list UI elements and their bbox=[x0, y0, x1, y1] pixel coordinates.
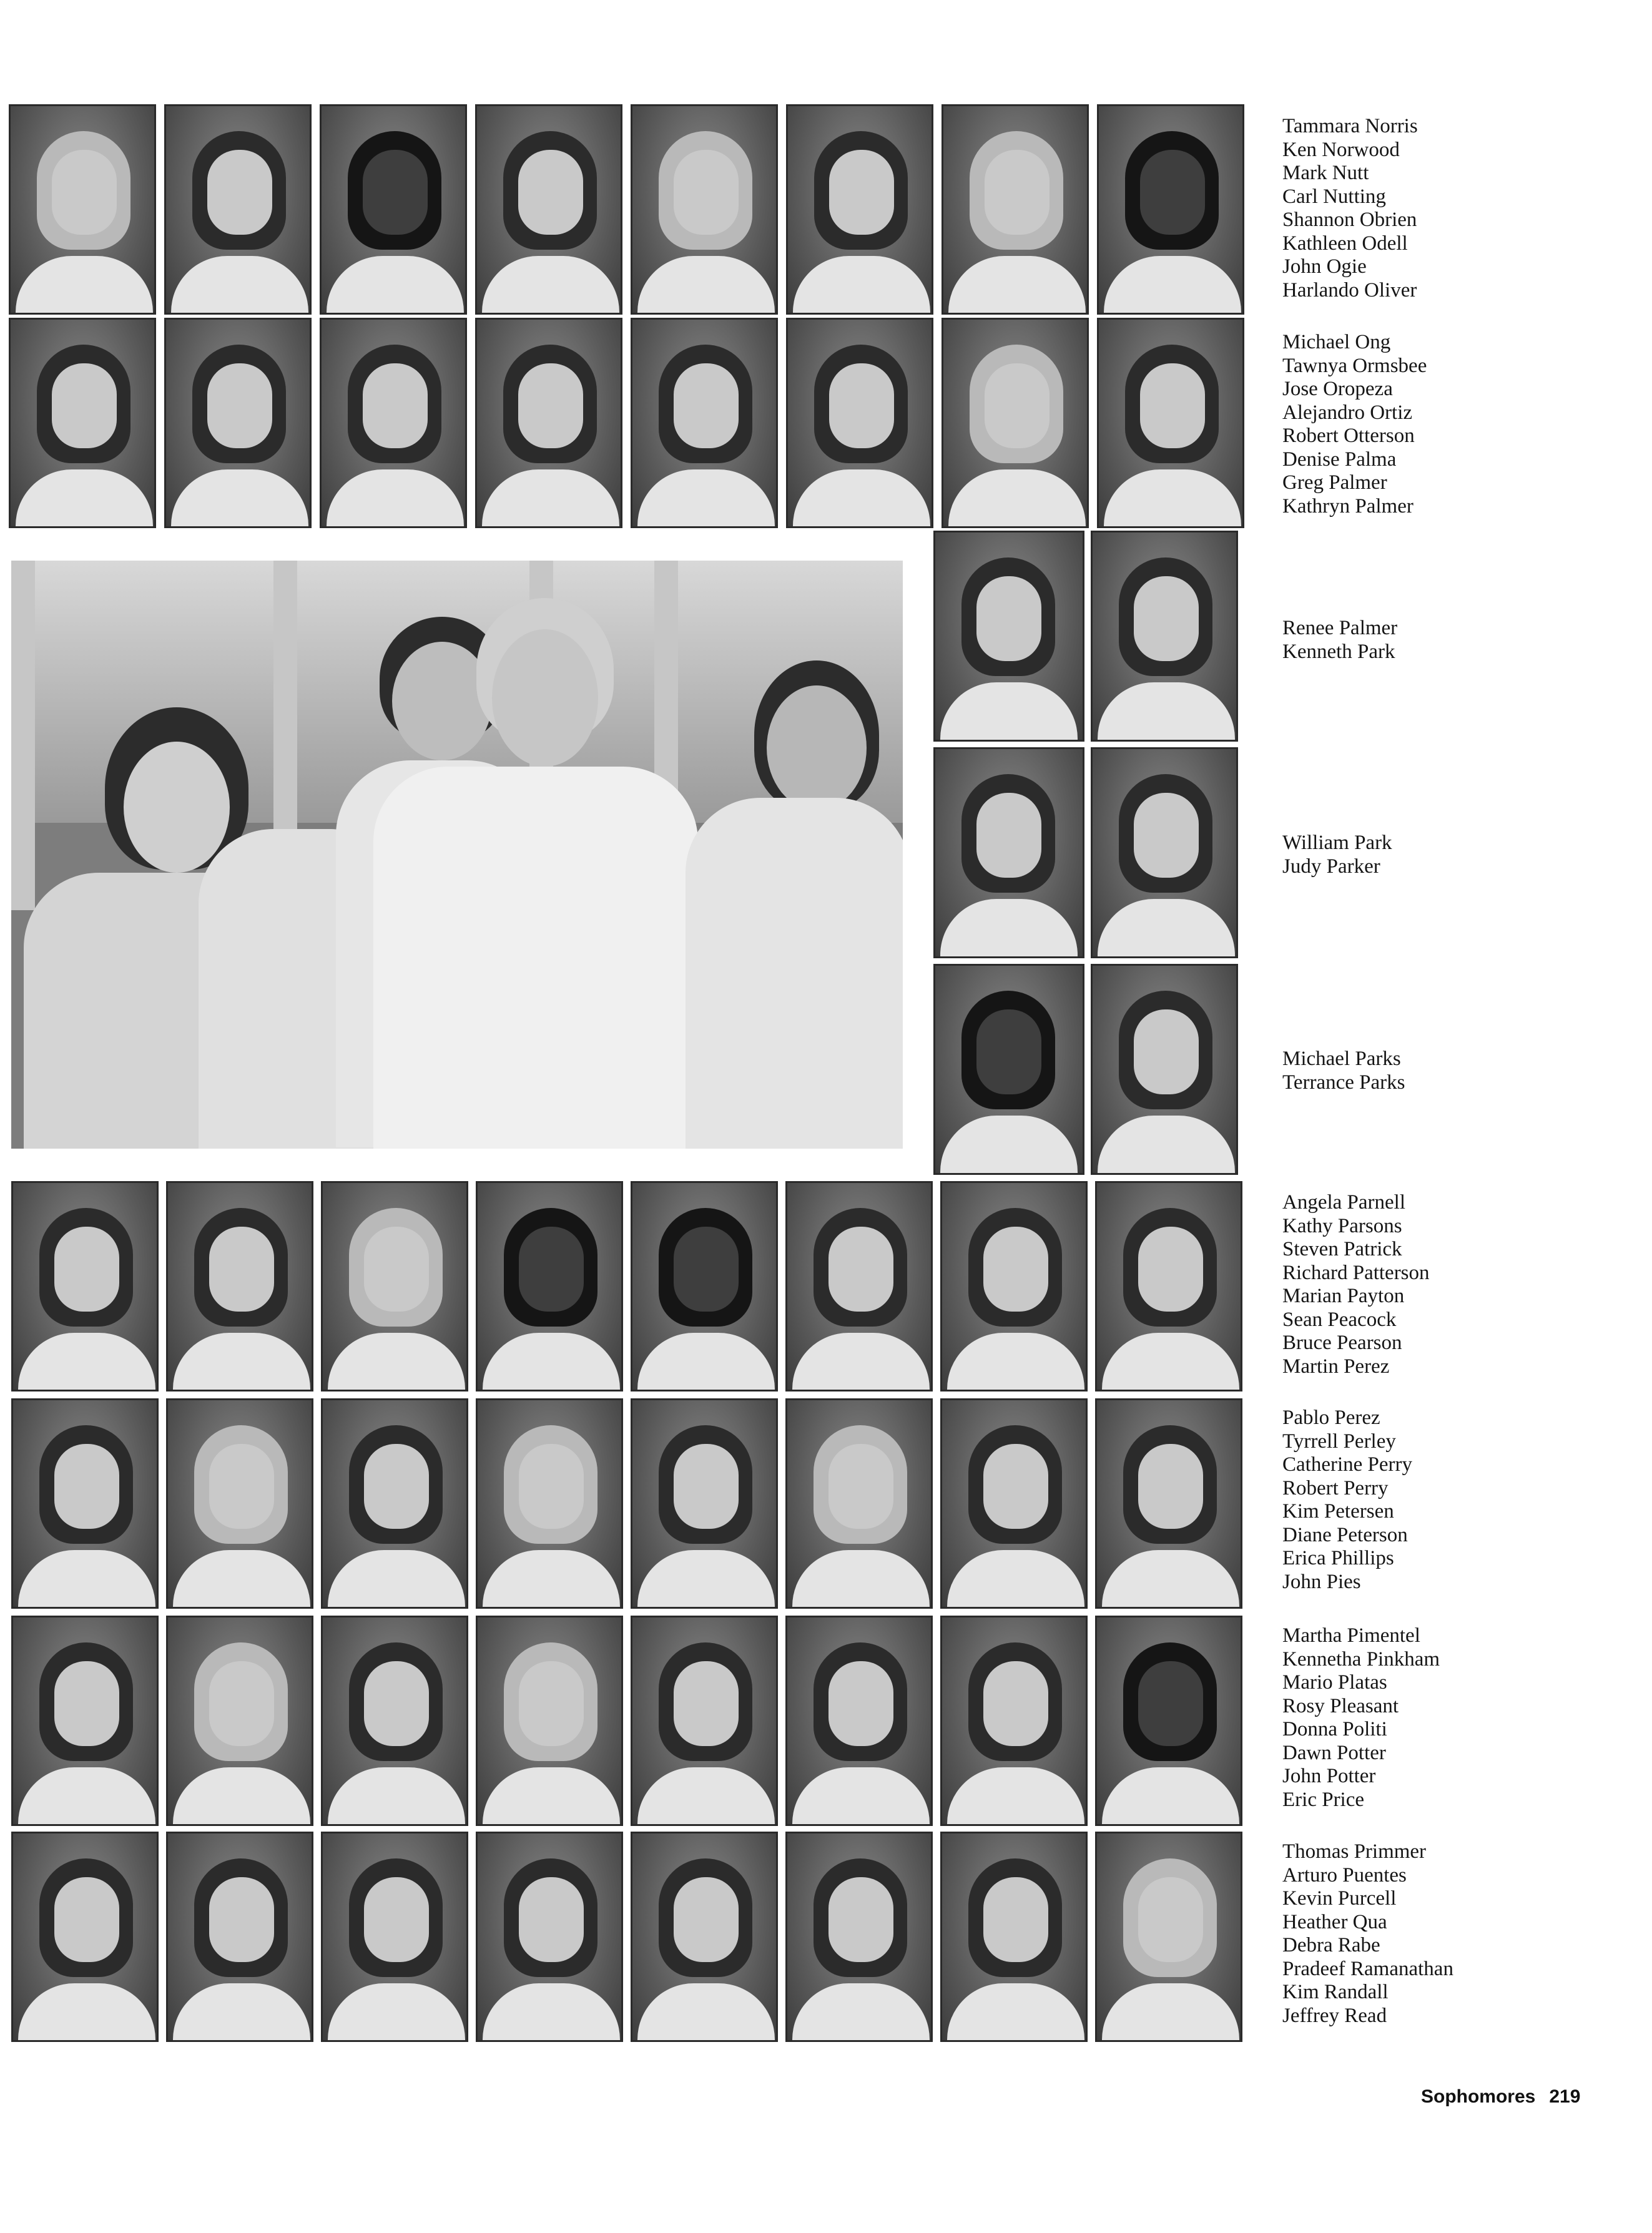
portrait-photo bbox=[1091, 747, 1238, 958]
portrait-photo bbox=[475, 318, 622, 528]
portrait-photo bbox=[9, 318, 156, 528]
student-name: John Potter bbox=[1282, 1765, 1376, 1787]
student-name: Kathryn Palmer bbox=[1282, 494, 1414, 518]
student-name: Catherine Perry bbox=[1282, 1453, 1413, 1476]
name-list-pair-2 bbox=[1282, 832, 1392, 878]
student-name: Arturo Puentes bbox=[1282, 1863, 1407, 1887]
portrait-photo bbox=[1091, 964, 1238, 1175]
student-name: Kim Randall bbox=[1282, 1981, 1389, 2003]
name-list-row-6 bbox=[1282, 1840, 1453, 2028]
student-name: Erica Phillips bbox=[1282, 1547, 1394, 1569]
page-number: 219 bbox=[1549, 2086, 1581, 2107]
portrait-photo bbox=[940, 1181, 1088, 1391]
portrait-photo bbox=[631, 1616, 778, 1826]
student-name: Kennetha Pinkham bbox=[1282, 1647, 1440, 1671]
student-name: Donna Politi bbox=[1282, 1718, 1387, 1740]
portrait-photo bbox=[785, 1181, 933, 1391]
portrait-photo bbox=[476, 1832, 623, 2042]
section-title: Sophomores bbox=[1421, 2086, 1536, 2107]
student-name: Jeffrey Read bbox=[1282, 2004, 1387, 2027]
portrait-photo bbox=[785, 1398, 933, 1609]
portrait-photo bbox=[164, 318, 312, 528]
name-list-row-1 bbox=[1282, 115, 1418, 302]
student-name: Mark Nutt bbox=[1282, 162, 1369, 184]
portrait-photo bbox=[320, 318, 467, 528]
portrait-photo bbox=[321, 1832, 468, 2042]
portrait-photo bbox=[11, 1181, 159, 1391]
portrait-photo bbox=[785, 1616, 933, 1826]
student-name: John Ogie bbox=[1282, 255, 1367, 278]
student-name: Martha Pimentel bbox=[1282, 1624, 1420, 1647]
student-name: Kenneth Park bbox=[1282, 640, 1395, 663]
student-name: Greg Palmer bbox=[1282, 471, 1387, 494]
portrait-photo bbox=[9, 104, 156, 315]
portrait-photo bbox=[164, 104, 312, 315]
portrait-photo bbox=[11, 1832, 159, 2042]
student-name: Martin Perez bbox=[1282, 1355, 1390, 1378]
portrait-photo bbox=[11, 1398, 159, 1609]
portrait-photo bbox=[475, 104, 622, 315]
portrait-photo bbox=[786, 104, 933, 315]
portrait-photo bbox=[631, 318, 778, 528]
student-name: Heather Qua bbox=[1282, 1910, 1387, 1933]
portrait-photo bbox=[631, 104, 778, 315]
portrait-photo bbox=[1097, 104, 1244, 315]
student-name: Dawn Potter bbox=[1282, 1741, 1386, 1764]
student-name: Judy Parker bbox=[1282, 855, 1380, 878]
student-name: Kevin Purcell bbox=[1282, 1887, 1397, 1910]
student-name: Michael Parks bbox=[1282, 1048, 1401, 1070]
portrait-photo bbox=[940, 1616, 1088, 1826]
portrait-photo bbox=[1095, 1398, 1242, 1609]
student-name: Renee Palmer bbox=[1282, 617, 1398, 639]
student-name: Ken Norwood bbox=[1282, 138, 1400, 161]
portrait-photo bbox=[631, 1181, 778, 1391]
student-name: Kathleen Odell bbox=[1282, 232, 1408, 255]
portrait-photo bbox=[321, 1398, 468, 1609]
portrait-photo bbox=[942, 318, 1089, 528]
student-name: Richard Patterson bbox=[1282, 1261, 1430, 1284]
student-name: Rosy Pleasant bbox=[1282, 1694, 1399, 1717]
portrait-photo bbox=[631, 1832, 778, 2042]
student-name: Mario Platas bbox=[1282, 1671, 1387, 1694]
student-name: Alejandro Ortiz bbox=[1282, 401, 1413, 424]
portrait-photo bbox=[933, 747, 1084, 958]
student-name: Robert Otterson bbox=[1282, 425, 1415, 447]
portrait-photo bbox=[933, 964, 1084, 1175]
student-name: Sean Peacock bbox=[1282, 1308, 1397, 1331]
name-list-row-4 bbox=[1282, 1406, 1412, 1594]
candid-group-photo bbox=[11, 561, 903, 1149]
student-name: Thomas Primmer bbox=[1282, 1840, 1427, 1863]
student-name: Robert Perry bbox=[1282, 1476, 1389, 1499]
portrait-photo bbox=[476, 1616, 623, 1826]
student-name: Terrance Parks bbox=[1282, 1071, 1405, 1094]
portrait-photo bbox=[1091, 531, 1238, 742]
student-name: Kim Petersen bbox=[1282, 1500, 1394, 1523]
student-name: Kathy Parsons bbox=[1282, 1214, 1402, 1237]
portrait-photo bbox=[785, 1832, 933, 2042]
student-name: Denise Palma bbox=[1282, 448, 1397, 471]
student-name: Diane Peterson bbox=[1282, 1523, 1408, 1546]
student-name: Angela Parnell bbox=[1282, 1191, 1406, 1214]
student-name: Harlando Oliver bbox=[1282, 278, 1417, 302]
student-name: Debra Rabe bbox=[1282, 1934, 1380, 1956]
portrait-photo bbox=[321, 1616, 468, 1826]
portrait-photo bbox=[320, 104, 467, 315]
name-list-row-3 bbox=[1282, 1191, 1430, 1378]
student-name: Shannon Obrien bbox=[1282, 209, 1417, 231]
portrait-photo bbox=[476, 1181, 623, 1391]
portrait-photo bbox=[940, 1398, 1088, 1609]
student-name: Michael Ong bbox=[1282, 331, 1391, 353]
student-name: John Pies bbox=[1282, 1570, 1361, 1593]
student-name: Steven Patrick bbox=[1282, 1238, 1402, 1260]
portrait-photo bbox=[1095, 1181, 1242, 1391]
student-name: Pablo Perez bbox=[1282, 1406, 1380, 1429]
student-name: Bruce Pearson bbox=[1282, 1332, 1402, 1354]
portrait-photo bbox=[166, 1616, 313, 1826]
portrait-photo bbox=[942, 104, 1089, 315]
page-footer bbox=[1421, 2086, 1580, 2108]
portrait-photo bbox=[11, 1616, 159, 1826]
student-name: Tawnya Ormsbee bbox=[1282, 354, 1427, 377]
student-name: Tammara Norris bbox=[1282, 115, 1418, 137]
student-name: Pradeef Ramanathan bbox=[1282, 1957, 1453, 1980]
portrait-photo bbox=[166, 1398, 313, 1609]
portrait-photo bbox=[933, 531, 1084, 742]
portrait-photo bbox=[1095, 1832, 1242, 2042]
portrait-photo bbox=[321, 1181, 468, 1391]
student-name: Marian Payton bbox=[1282, 1285, 1405, 1307]
student-name: Eric Price bbox=[1282, 1788, 1365, 1811]
student-name: Tyrrell Perley bbox=[1282, 1430, 1396, 1453]
name-list-pair-1 bbox=[1282, 617, 1397, 664]
portrait-photo bbox=[166, 1181, 313, 1391]
portrait-photo bbox=[786, 318, 933, 528]
name-list-pair-3 bbox=[1282, 1048, 1405, 1094]
portrait-photo bbox=[1097, 318, 1244, 528]
portrait-photo bbox=[631, 1398, 778, 1609]
student-name: William Park bbox=[1282, 832, 1392, 854]
portrait-photo bbox=[1095, 1616, 1242, 1826]
name-list-row-5 bbox=[1282, 1624, 1440, 1812]
name-list-row-2 bbox=[1282, 331, 1427, 518]
portrait-photo bbox=[166, 1832, 313, 2042]
student-name: Carl Nutting bbox=[1282, 185, 1386, 208]
student-name: Jose Oropeza bbox=[1282, 378, 1393, 400]
portrait-photo bbox=[476, 1398, 623, 1609]
portrait-photo bbox=[940, 1832, 1088, 2042]
